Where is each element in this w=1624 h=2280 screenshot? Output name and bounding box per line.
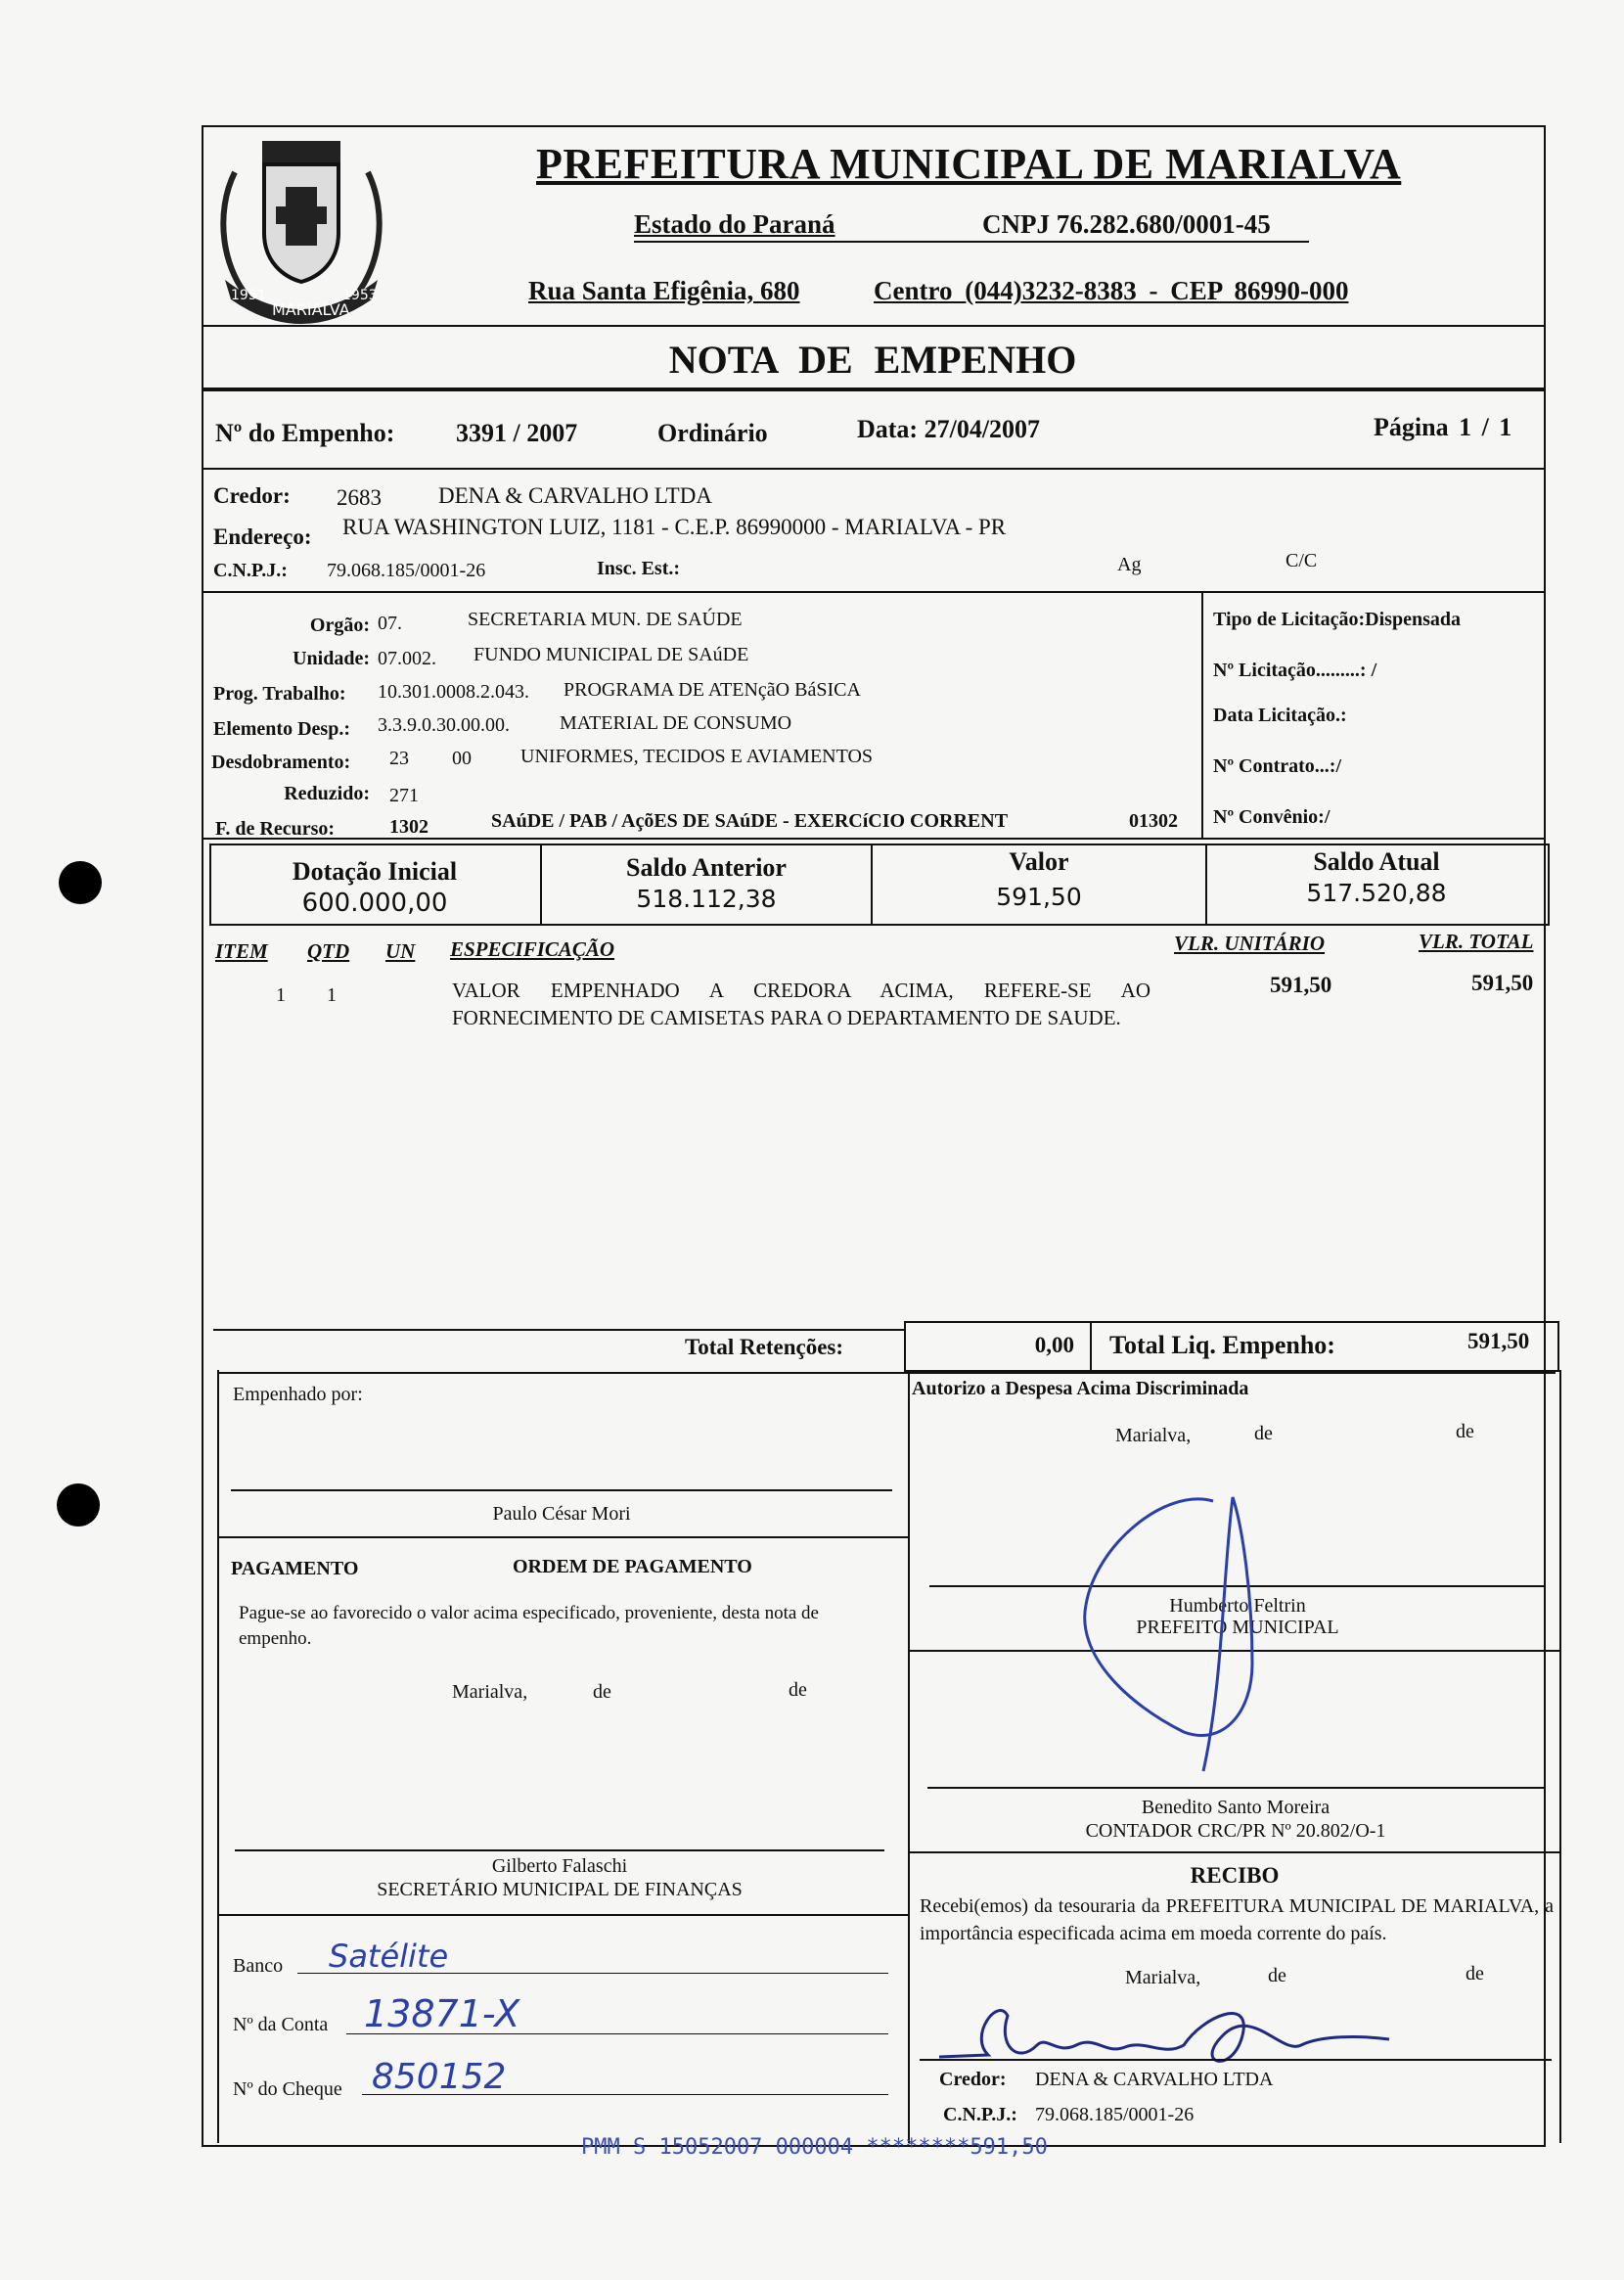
pagamento-label: PAGAMENTO	[231, 1558, 359, 1579]
unidade-label: Unidade:	[293, 648, 370, 669]
total-liq-label: Total Liq. Empenho:	[1109, 1331, 1335, 1359]
punch-hole-top	[59, 861, 102, 904]
orgao-code: 07.	[378, 613, 402, 634]
credor-cnpj: 79.068.185/0001-26	[327, 560, 486, 581]
desdobramento-code: 23	[389, 748, 409, 769]
data-licitacao: Data Licitação.:	[1213, 705, 1347, 726]
pagamento-signer: Gilberto Falaschi	[491, 1855, 628, 1877]
recurso-name: SAúDE / PAB / AçõES DE SAúDE - EXERCíCIO CORRENT	[491, 810, 1009, 832]
empenho-number-label: Nº do Empenho:	[215, 419, 395, 447]
autorizo-signer: Humberto Feltrin	[1169, 1595, 1306, 1617]
cnpj-label: C.N.P.J.:	[213, 560, 288, 581]
logo-name: MARIALVA	[272, 300, 350, 319]
recibo-city: Marialva,	[1125, 1967, 1201, 1988]
col-un: UN	[385, 939, 416, 963]
recibo-title: RECIBO	[1190, 1863, 1280, 1888]
prog-label: Prog. Trabalho:	[213, 683, 346, 705]
prog-code: 10.301.0008.2.043.	[378, 681, 529, 703]
numero-licitacao: Nº Licitação.........: /	[1213, 660, 1377, 681]
recibo-cnpj-value: 79.068.185/0001-26	[1035, 2104, 1195, 2125]
saldo-anterior-value: 518.112,38	[636, 885, 777, 913]
saldo-atual-label: Saldo Atual	[1313, 847, 1440, 876]
contador-signer: Benedito Santo Moreira	[1141, 1797, 1331, 1818]
elemento-name: MATERIAL DE CONSUMO	[560, 712, 792, 734]
total-retencoes-value: 0,00	[1034, 1333, 1074, 1357]
valor-value: 591,50	[996, 883, 1082, 911]
empenho-page: Página 1 / 1	[1374, 413, 1512, 441]
elemento-label: Elemento Desp.:	[213, 718, 350, 740]
pagamento-de2: de	[789, 1679, 807, 1701]
row-vlr-total: 591,50	[1471, 971, 1534, 995]
orgao-name: SECRETARIA MUN. DE SAÚDE	[468, 609, 743, 630]
pagamento-de1: de	[593, 1681, 611, 1703]
recurso-code: 1302	[389, 816, 429, 838]
punch-hole-bottom	[57, 1483, 100, 1527]
address-details: Centro (044)3232-8383 - CEP 86990-000	[874, 276, 1349, 305]
row-especificacao: VALOR EMPENHADO A CREDORA ACIMA, REFERE-SE AO FORNECIMENTO DE CAMISETAS PARA O DEPARTAMENTO DE SAUDE.	[452, 979, 1150, 1029]
recurso-label: F. de Recurso:	[215, 818, 336, 840]
banco-value[interactable]: Satélite	[329, 1938, 449, 1975]
logo-year-right: 1953	[342, 288, 378, 303]
col-vlr-unitario: VLR. UNITÁRIO	[1174, 932, 1326, 955]
cnpj-header: CNPJ 76.282.680/0001-45	[982, 209, 1271, 239]
state-label: Estado do Paraná	[634, 209, 835, 239]
empenho-number: 3391 / 2007	[456, 419, 578, 447]
autorizo-role: PREFEITO MUNICIPAL	[1136, 1617, 1339, 1638]
recibo-credor-name: DENA & CARVALHO LTDA	[1035, 2069, 1274, 2090]
dotacao-label: Dotação Inicial	[292, 857, 458, 886]
saldo-atual-value: 517.520,88	[1306, 879, 1447, 907]
saldo-anterior-label: Saldo Anterior	[626, 853, 787, 882]
insc-est-label: Insc. Est.:	[597, 558, 681, 579]
empenhado-name: Paulo César Mori	[492, 1503, 631, 1525]
dotacao-value: 600.000,00	[301, 889, 448, 918]
tipo-licitacao: Tipo de Licitação:Dispensada	[1213, 609, 1461, 630]
coat-of-arms-logo	[205, 133, 397, 329]
credor-label: Credor:	[213, 483, 291, 508]
address-label: Endereço:	[213, 524, 312, 549]
empenho-type: Ordinário	[657, 419, 768, 447]
credor-address: RUA WASHINGTON LUIZ, 1181 - C.E.P. 86990000 - MARIALVA - PR	[342, 515, 1007, 539]
banco-label: Banco	[233, 1955, 284, 1977]
recibo-cnpj-label: C.N.P.J.:	[943, 2104, 1017, 2125]
autorizo-city: Marialva,	[1115, 1425, 1192, 1446]
col-vlr-total: VLR. TOTAL	[1419, 930, 1534, 953]
prog-name: PROGRAMA DE ATENçãO BáSICA	[564, 679, 861, 701]
row-qtd: 1	[327, 984, 337, 1006]
row-vlr-unitario: 591,50	[1270, 973, 1332, 997]
total-retencoes-label: Total Retenções:	[685, 1335, 844, 1359]
mayor-signature	[1066, 1487, 1282, 1781]
col-qtd: QTD	[307, 939, 350, 963]
empenhado-label: Empenhado por:	[233, 1384, 363, 1405]
total-liq-value: 591,50	[1467, 1329, 1530, 1353]
reduzido-label: Reduzido:	[284, 783, 370, 804]
unidade-code: 07.002.	[378, 648, 436, 669]
desdobramento-sub: 00	[452, 748, 472, 769]
autorizo-label: Autorizo a Despesa Acima Discriminada	[912, 1378, 1249, 1399]
empenho-date: Data: 27/04/2007	[857, 415, 1041, 443]
pagamento-city: Marialva,	[452, 1681, 528, 1703]
cheque-value[interactable]: 850152	[372, 2057, 507, 2097]
document-title: NOTA DE EMPENHO	[668, 338, 1077, 382]
desdobramento-name: UNIFORMES, TECIDOS E AVIAMENTOS	[520, 746, 874, 767]
ag-label: Ag	[1117, 554, 1142, 575]
numero-convenio: Nº Convênio:/	[1213, 806, 1331, 828]
pagamento-role: SECRETÁRIO MUNICIPAL DE FINANÇAS	[377, 1879, 743, 1900]
col-item: ITEM	[215, 939, 268, 963]
street-address: Rua Santa Efigênia, 680	[528, 276, 800, 305]
desdobramento-label: Desdobramento:	[211, 752, 351, 773]
unidade-name: FUNDO MUNICIPAL DE SAúDE	[474, 644, 749, 665]
autorizo-de1: de	[1254, 1423, 1273, 1444]
cheque-label: Nº do Cheque	[233, 2078, 342, 2100]
recibo-de2: de	[1466, 1963, 1484, 1984]
logo-year-left: 1951	[231, 288, 266, 303]
valor-label: Valor	[1009, 847, 1069, 876]
recibo-credor-label: Credor:	[939, 2069, 1007, 2090]
row-item: 1	[276, 984, 286, 1006]
recurso-number: 01302	[1129, 810, 1178, 832]
conta-label: Nº da Conta	[233, 2014, 329, 2035]
elemento-code: 3.3.9.0.30.00.00.	[378, 714, 510, 736]
recibo-de1: de	[1268, 1965, 1286, 1986]
credor-name: DENA & CARVALHO LTDA	[438, 483, 712, 508]
reduzido-value: 271	[389, 785, 419, 806]
page-title: PREFEITURA MUNICIPAL DE MARIALVA	[536, 140, 1402, 188]
ordem-pagamento-label: ORDEM DE PAGAMENTO	[513, 1556, 752, 1577]
recibo-text: Recebi(emos) da tesouraria da PREFEITURA MUNICIPAL DE MARIALVA, a importância especificada acima em moeda corrente do país.	[920, 1895, 1554, 1944]
contador-role: CONTADOR CRC/PR Nº 20.802/O-1	[1085, 1820, 1386, 1842]
col-especificacao: ESPECIFICAÇÃO	[450, 937, 615, 961]
autorizo-de2: de	[1456, 1421, 1474, 1442]
payment-stamp: PMM S 15052007 000004 ********591,50	[581, 2135, 1048, 2160]
pagamento-text: Pague-se ao favorecido o valor acima especificado, proveniente, desta nota de empenho.	[239, 1603, 819, 1649]
numero-contrato: Nº Contrato...:/	[1213, 755, 1342, 777]
orgao-label: Orgão:	[309, 615, 370, 636]
conta-value[interactable]: 13871-X	[364, 1992, 520, 2035]
cc-label: C/C	[1286, 550, 1318, 571]
credor-code: 2683	[337, 485, 382, 510]
